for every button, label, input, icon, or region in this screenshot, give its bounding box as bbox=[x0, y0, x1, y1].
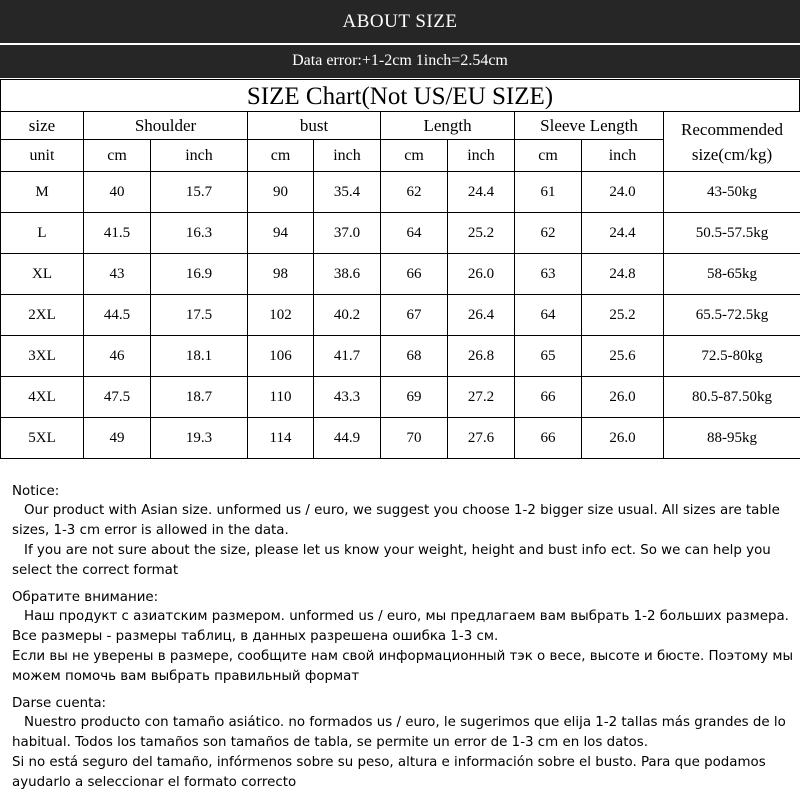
table-header-row bbox=[1, 112, 800, 140]
notice-paragraph: Если вы не уверены в размере, сообщите нам свой информационный тэк о весе, высоте и бюсте. Поэтому мы можем помочь вам выбрать правильный формат bbox=[12, 649, 794, 684]
length-cm-cell: 69 bbox=[381, 377, 448, 418]
shoulder-inch-unit: inch bbox=[151, 140, 248, 172]
length-cm-cell: 66 bbox=[381, 254, 448, 295]
notice-spanish bbox=[12, 694, 796, 793]
table-row bbox=[1, 336, 800, 377]
size-column-header: size bbox=[1, 112, 84, 140]
sleeve-cm-cell: 66 bbox=[515, 377, 582, 418]
length-inch-cell: 26.8 bbox=[448, 336, 515, 377]
shoulder-inch-cell: 19.3 bbox=[151, 418, 248, 459]
bust-inch-cell: 40.2 bbox=[314, 295, 381, 336]
bust-cm-cell: 106 bbox=[248, 336, 314, 377]
sleeve-inch-cell: 24.4 bbox=[582, 213, 664, 254]
shoulder-cm-cell: 40 bbox=[84, 172, 151, 213]
bust-inch-cell: 41.7 bbox=[314, 336, 381, 377]
table-row bbox=[1, 418, 800, 459]
sleeve-cm-cell: 65 bbox=[515, 336, 582, 377]
notice-heading-es: Darse cuenta: bbox=[12, 696, 107, 711]
shoulder-cm-cell: 47.5 bbox=[84, 377, 151, 418]
table-row bbox=[1, 377, 800, 418]
sleeve-length-column-header: Sleeve Length bbox=[515, 112, 664, 140]
notice-russian bbox=[12, 588, 796, 687]
bust-inch-cell: 38.6 bbox=[314, 254, 381, 295]
table-row bbox=[1, 295, 800, 336]
notice-heading-en: Notice: bbox=[12, 484, 60, 499]
shoulder-cm-cell: 46 bbox=[84, 336, 151, 377]
sleeve-cm-cell: 63 bbox=[515, 254, 582, 295]
sleeve-cm-cell: 64 bbox=[515, 295, 582, 336]
bust-inch-cell: 44.9 bbox=[314, 418, 381, 459]
size-cell: M bbox=[1, 172, 84, 213]
notice-section bbox=[12, 482, 796, 800]
bust-cm-cell: 94 bbox=[248, 213, 314, 254]
size-table bbox=[0, 111, 800, 459]
sleeve-inch-cell: 26.0 bbox=[582, 418, 664, 459]
shoulder-cm-unit: cm bbox=[84, 140, 151, 172]
shoulder-inch-cell: 17.5 bbox=[151, 295, 248, 336]
recommended-header-line1: Recommended bbox=[681, 119, 783, 139]
sleeve-cm-cell: 66 bbox=[515, 418, 582, 459]
size-cell: L bbox=[1, 213, 84, 254]
sleeve-inch-cell: 25.2 bbox=[582, 295, 664, 336]
recommended-size-cell: 65.5-72.5kg bbox=[664, 295, 800, 336]
recommended-size-cell: 58-65kg bbox=[664, 254, 800, 295]
notice-paragraph: Наш продукт с азиатским размером. unformed us / euro, мы предлагаем вам выбрать 1-2 больших размера. Все размеры - размеры таблиц, в данных разрешена ошибка 1-3 см. bbox=[12, 609, 789, 644]
table-row bbox=[1, 213, 800, 254]
bust-cm-cell: 98 bbox=[248, 254, 314, 295]
shoulder-inch-cell: 16.3 bbox=[151, 213, 248, 254]
size-table-body bbox=[1, 112, 800, 459]
size-cell: 3XL bbox=[1, 336, 84, 377]
bust-inch-cell: 43.3 bbox=[314, 377, 381, 418]
bust-cm-cell: 110 bbox=[248, 377, 314, 418]
length-cm-cell: 62 bbox=[381, 172, 448, 213]
sleeve-inch-cell: 24.0 bbox=[582, 172, 664, 213]
length-inch-cell: 27.6 bbox=[448, 418, 515, 459]
sleeve-inch-unit: inch bbox=[582, 140, 664, 172]
length-cm-cell: 64 bbox=[381, 213, 448, 254]
table-row bbox=[1, 254, 800, 295]
notice-paragraph: Our product with Asian size. unformed us / euro, we suggest you choose 1-2 bigger size usual. All sizes are table sizes, 1-3 cm error is allowed in the data. bbox=[12, 503, 780, 538]
shoulder-inch-cell: 15.7 bbox=[151, 172, 248, 213]
sleeve-inch-cell: 24.8 bbox=[582, 254, 664, 295]
shoulder-inch-cell: 18.7 bbox=[151, 377, 248, 418]
shoulder-column-header: Shoulder bbox=[84, 112, 248, 140]
bust-cm-unit: cm bbox=[248, 140, 314, 172]
recommended-size-cell: 88-95kg bbox=[664, 418, 800, 459]
notice-paragraph: Nuestro producto con tamaño asiático. no formados us / euro, le sugerimos que elija 1-2 tallas más grandes de lo habitual. Todos los tamaños son tamaños de tabla, se permite un error de 1-3 cm en los datos. bbox=[12, 715, 786, 750]
about-size-header: ABOUT SIZE bbox=[0, 0, 800, 43]
bust-inch-cell: 37.0 bbox=[314, 213, 381, 254]
bust-inch-unit: inch bbox=[314, 140, 381, 172]
recommended-size-cell: 50.5-57.5kg bbox=[664, 213, 800, 254]
bust-inch-cell: 35.4 bbox=[314, 172, 381, 213]
shoulder-inch-cell: 16.9 bbox=[151, 254, 248, 295]
notice-english bbox=[12, 482, 796, 581]
length-inch-cell: 26.0 bbox=[448, 254, 515, 295]
table-row bbox=[1, 172, 800, 213]
unit-label: unit bbox=[1, 140, 84, 172]
notice-paragraph: If you are not sure about the size, please let us know your weight, height and bust info ect. So we can help you select the correct format bbox=[12, 543, 771, 578]
bust-cm-cell: 102 bbox=[248, 295, 314, 336]
shoulder-cm-cell: 49 bbox=[84, 418, 151, 459]
length-column-header: Length bbox=[381, 112, 515, 140]
sleeve-cm-cell: 61 bbox=[515, 172, 582, 213]
bust-column-header: bust bbox=[248, 112, 381, 140]
recommended-size-cell: 80.5-87.50kg bbox=[664, 377, 800, 418]
shoulder-inch-cell: 18.1 bbox=[151, 336, 248, 377]
size-cell: XL bbox=[1, 254, 84, 295]
recommended-column-header bbox=[664, 112, 800, 172]
length-cm-cell: 68 bbox=[381, 336, 448, 377]
shoulder-cm-cell: 44.5 bbox=[84, 295, 151, 336]
recommended-header-line2: size(cm/kg) bbox=[691, 144, 773, 164]
shoulder-cm-cell: 41.5 bbox=[84, 213, 151, 254]
length-inch-cell: 27.2 bbox=[448, 377, 515, 418]
shoulder-cm-cell: 43 bbox=[84, 254, 151, 295]
sleeve-inch-cell: 26.0 bbox=[582, 377, 664, 418]
length-cm-unit: cm bbox=[381, 140, 448, 172]
length-cm-cell: 67 bbox=[381, 295, 448, 336]
notice-paragraph: Si no está seguro del tamaño, infórmenos sobre su peso, altura e información sobre el busto. Para que podamos ayudarlo a seleccionar el formato correcto bbox=[12, 755, 766, 790]
recommended-size-cell: 43-50kg bbox=[664, 172, 800, 213]
length-inch-unit: inch bbox=[448, 140, 515, 172]
length-inch-cell: 26.4 bbox=[448, 295, 515, 336]
size-cell: 5XL bbox=[1, 418, 84, 459]
size-cell: 2XL bbox=[1, 295, 84, 336]
sleeve-inch-cell: 25.6 bbox=[582, 336, 664, 377]
size-chart-title: SIZE Chart(Not US/EU SIZE) bbox=[0, 79, 800, 112]
recommended-size-cell: 72.5-80kg bbox=[664, 336, 800, 377]
sleeve-cm-cell: 62 bbox=[515, 213, 582, 254]
sleeve-cm-unit: cm bbox=[515, 140, 582, 172]
length-cm-cell: 70 bbox=[381, 418, 448, 459]
size-cell: 4XL bbox=[1, 377, 84, 418]
bust-cm-cell: 90 bbox=[248, 172, 314, 213]
notice-heading-ru: Обратите внимание: bbox=[12, 590, 159, 605]
bust-cm-cell: 114 bbox=[248, 418, 314, 459]
length-inch-cell: 24.4 bbox=[448, 172, 515, 213]
data-error-banner: Data error:+1-2cm 1inch=2.54cm bbox=[0, 45, 800, 78]
length-inch-cell: 25.2 bbox=[448, 213, 515, 254]
